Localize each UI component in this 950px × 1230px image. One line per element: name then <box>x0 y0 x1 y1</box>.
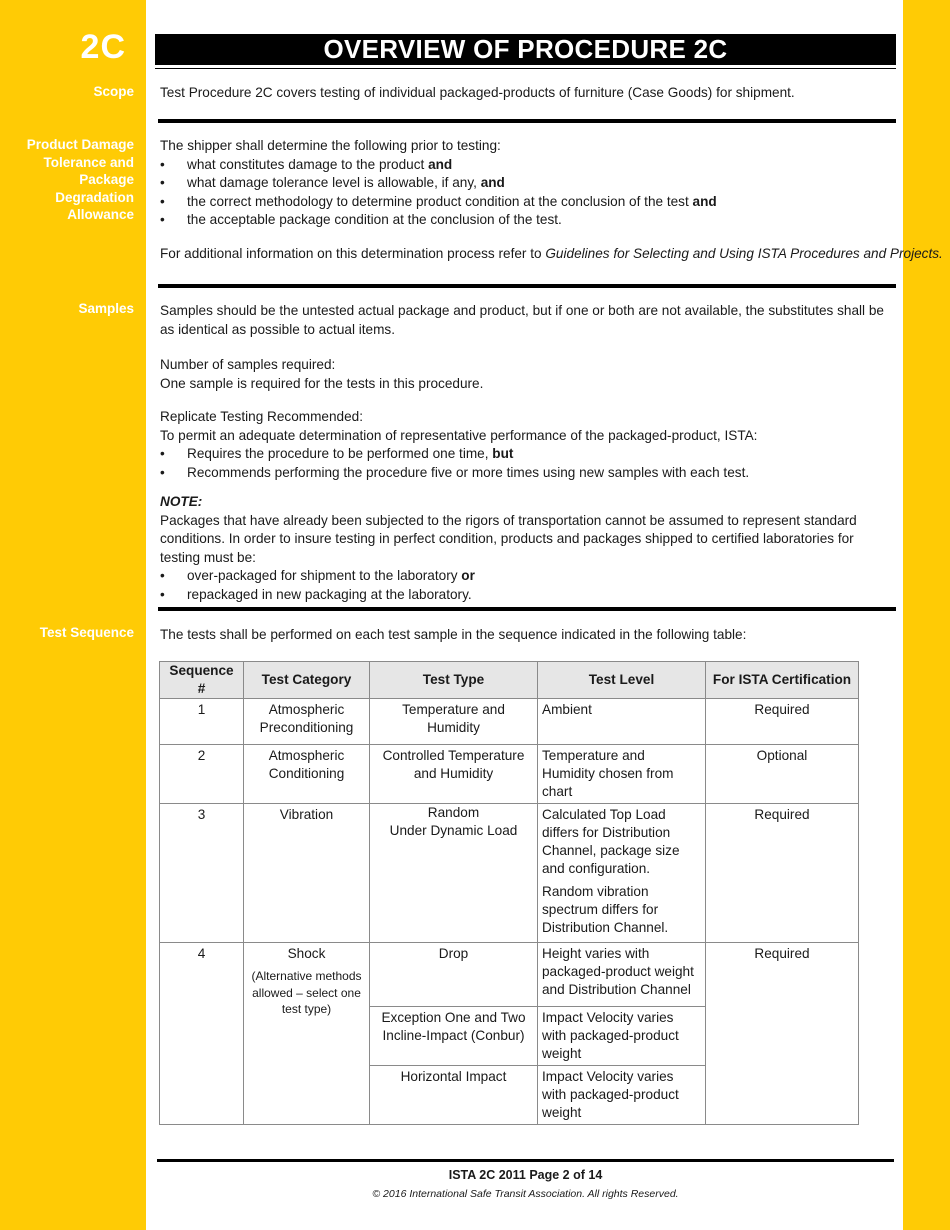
cell-type: Horizontal Impact <box>370 1066 538 1125</box>
guidelines-reference: For additional information on this determination process refer to Guidelines for Selecting and Using ISTA Procedures and Projects. <box>160 245 943 261</box>
cell-type: Controlled Temperature and Humidity <box>370 745 538 804</box>
footer-page-number: ISTA 2C 2011 Page 2 of 14 <box>448 1168 603 1182</box>
cell-type: Drop <box>370 943 538 1007</box>
cell-level: Impact Velocity varies with packaged-product weight <box>538 1007 706 1066</box>
cell-level: Temperature and Humidity chosen from chart <box>538 745 706 804</box>
cell-type: Exception One and Two Incline-Impact (Conbur) <box>370 1007 538 1066</box>
cell-category: Vibration <box>244 804 370 943</box>
cell-category: Atmospheric Preconditioning <box>244 699 370 745</box>
cell-seq: 3 <box>160 804 244 943</box>
cell-level: Calculated Top Load differs for Distribution Channel, package size and configuration. Random vibration spectrum differs for Distribution Channel. <box>538 804 706 943</box>
cell-cert: Required <box>706 943 859 1125</box>
cell-seq: 1 <box>160 699 244 745</box>
replicate-text: To permit an adequate determination of representative performance of the packaged-product, ISTA: <box>160 427 758 443</box>
cell-cert: Required <box>706 699 859 745</box>
samples-section <box>160 302 896 604</box>
footer-copyright: © 2016 International Safe Transit Association. All rights Reserved. <box>372 1188 679 1200</box>
damage-intro: The shipper shall determine the following prior to testing: <box>160 138 501 153</box>
header-type: Test Type <box>370 662 538 699</box>
table-row <box>160 745 859 804</box>
replicate-bullet: • Requires the procedure to be performed one time, but <box>160 445 896 464</box>
cell-level: Ambient <box>538 699 706 745</box>
note-bullet: • repackaged in new packaging at the laboratory. <box>160 586 896 605</box>
damage-bullet: • what constitutes damage to the product and <box>160 156 896 175</box>
cell-type: Temperature and Humidity <box>370 699 538 745</box>
header-sequence: Sequence # <box>160 662 244 699</box>
cell-cert: Optional <box>706 745 859 804</box>
replicate-heading: Replicate Testing Recommended: <box>160 409 364 424</box>
num-samples-heading: Number of samples required: <box>160 357 336 372</box>
table-row <box>160 699 859 745</box>
section-divider <box>158 119 896 123</box>
cell-category: Shock (Alternative methods allowed – select one test type) <box>244 943 370 1125</box>
cell-category: Atmospheric Conditioning <box>244 745 370 804</box>
damage-bullet: • what damage tolerance level is allowable, if any, and <box>160 174 896 193</box>
side-label-scope: Scope <box>93 84 134 99</box>
scope-text: Test Procedure 2C covers testing of individual packaged-products of furniture (Case Goods) for shipment. <box>160 85 795 100</box>
damage-section <box>160 137 943 263</box>
shock-alternatives-note: (Alternative methods allowed – select one test type) <box>251 969 362 1016</box>
note-bullet: • over-packaged for shipment to the laboratory or <box>160 567 896 586</box>
replicate-bullet: • Recommends performing the procedure five or more times using new samples with each test. <box>160 464 896 483</box>
table-row <box>160 943 859 1007</box>
cell-type: Random Under Dynamic Load <box>370 804 538 943</box>
title-underline <box>155 68 896 69</box>
header-certification: For ISTA Certification <box>706 662 859 699</box>
header-level: Test Level <box>538 662 706 699</box>
side-label-test-sequence: Test Sequence <box>39 625 134 640</box>
cell-level: Impact Velocity varies with packaged-product weight <box>538 1066 706 1125</box>
samples-intro: Samples should be the untested actual package and product, but if one or both are not available, the substitutes shall be as identical as possible to actual items. <box>160 303 884 337</box>
side-label-damage: Product Damage Tolerance and Package Degradation Allowance <box>26 137 134 222</box>
damage-bullet: • the correct methodology to determine product condition at the conclusion of the test and <box>160 193 896 212</box>
damage-bullet: • the acceptable package condition at the conclusion of the test. <box>160 211 896 230</box>
guidelines-title: Guidelines for Selecting and Using ISTA Procedures and Projects. <box>545 245 943 261</box>
test-sequence-table <box>159 661 859 1125</box>
section-divider <box>158 284 896 288</box>
note-text: Packages that have already been subjected to the rigors of transportation cannot be assumed to represent standard conditions. In order to insure testing in perfect condition, products and packages shipped to certified laboratories for testing must be: <box>160 512 857 565</box>
side-label-samples: Samples <box>78 301 134 316</box>
table-header-row <box>160 662 859 699</box>
footer-rule <box>157 1159 894 1162</box>
section-divider <box>158 607 896 611</box>
table-row <box>160 804 859 943</box>
cell-seq: 4 <box>160 943 244 1125</box>
cell-level: Height varies with packaged-product weight and Distribution Channel <box>538 943 706 1007</box>
cell-seq: 2 <box>160 745 244 804</box>
cell-cert: Required <box>706 804 859 943</box>
procedure-badge: 2C <box>80 28 126 66</box>
sequence-intro: The tests shall be performed on each test sample in the sequence indicated in the following table: <box>160 627 747 642</box>
header-category: Test Category <box>244 662 370 699</box>
page-title: OVERVIEW OF PROCEDURE 2C <box>155 34 896 65</box>
right-margin-band <box>903 0 950 1230</box>
note-label: NOTE: <box>160 494 203 509</box>
num-samples-text: One sample is required for the tests in this procedure. <box>160 375 484 391</box>
